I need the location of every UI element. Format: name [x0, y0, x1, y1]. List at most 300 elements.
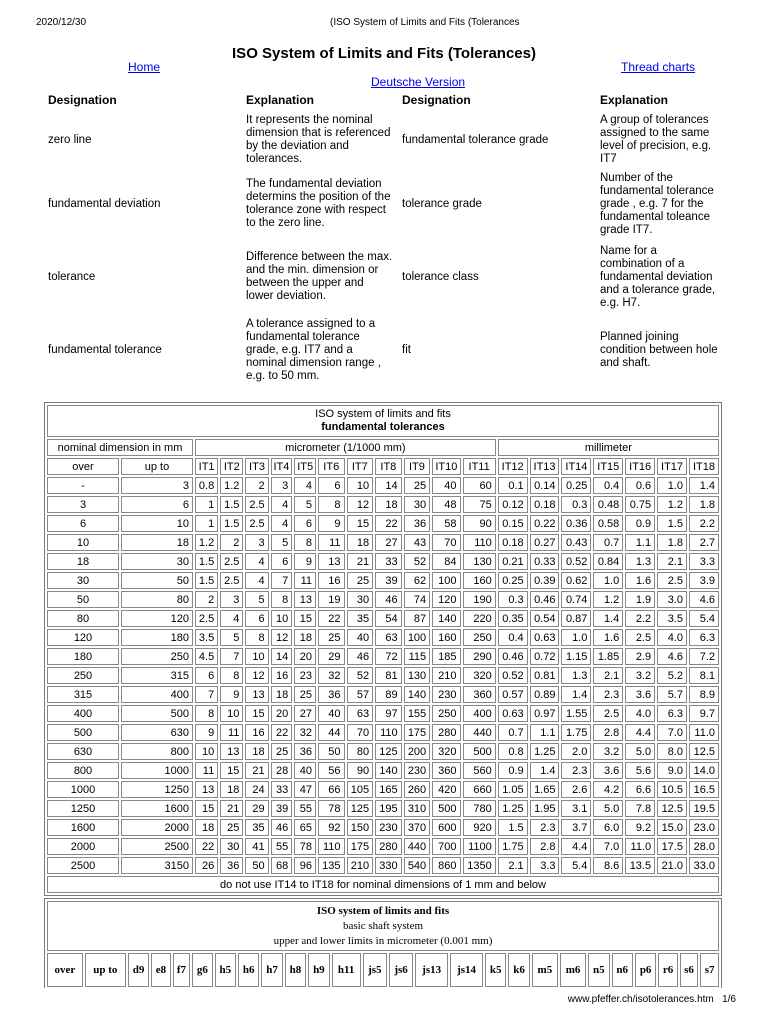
tolerances-cell: 155	[404, 705, 431, 722]
tolerances-cell: 1250	[121, 781, 193, 798]
shaft-column-header: h5	[215, 953, 236, 987]
tolerances-cell: 12	[245, 667, 268, 684]
tolerances-cell: 500	[47, 724, 119, 741]
definitions-cell: fit	[402, 343, 411, 356]
tolerances-cell: 0.57	[498, 686, 528, 703]
tolerances-cell: 60	[463, 477, 496, 494]
tolerances-cell: 14	[375, 477, 402, 494]
tolerances-title-line2: fundamental tolerances	[321, 421, 445, 433]
tolerances-cell: 0.21	[498, 553, 528, 570]
tolerances-cell: 15	[245, 705, 268, 722]
tolerances-cell: 5.4	[689, 610, 719, 627]
tolerances-cell: 0.18	[498, 534, 528, 551]
tolerances-cell: 21	[347, 553, 374, 570]
tolerances-cell: 54	[375, 610, 402, 627]
tolerances-cell: 160	[432, 629, 460, 646]
tolerances-cell: 195	[375, 800, 402, 817]
tolerances-cell: 1100	[463, 838, 496, 855]
tolerances-cell: 920	[463, 819, 496, 836]
tolerances-cell: 120	[432, 591, 460, 608]
tolerances-cell: 2.5	[593, 705, 623, 722]
shaft-column-header: s7	[700, 953, 719, 987]
tolerances-cell: 135	[318, 857, 345, 874]
tolerances-cell: 115	[404, 648, 431, 665]
tolerances-cell: 24	[245, 781, 268, 798]
tolerances-cell: 1.95	[530, 800, 560, 817]
tolerances-cell: 30	[220, 838, 243, 855]
shaft-column-header: p6	[635, 953, 656, 987]
tolerances-cell: 14	[271, 648, 293, 665]
tolerances-cell: 370	[404, 819, 431, 836]
tolerances-cell: 4.2	[593, 781, 623, 798]
tolerances-cell: 14.0	[689, 762, 719, 779]
tolerances-cell: 15.0	[657, 819, 687, 836]
tolerances-cell: 540	[404, 857, 431, 874]
tolerances-cell: 3.2	[625, 667, 655, 684]
tolerances-column-header: IT13	[530, 458, 560, 475]
tolerances-cell: 4.0	[657, 629, 687, 646]
tolerances-cell: 2.5	[245, 496, 268, 513]
tolerances-row	[47, 572, 719, 589]
tolerances-column-header: IT3	[245, 458, 268, 475]
tolerances-cell: 13	[318, 553, 345, 570]
tolerances-cell: 2.3	[530, 819, 560, 836]
tolerances-cell: 3.7	[561, 819, 591, 836]
tolerances-cell: 0.48	[593, 496, 623, 513]
tolerances-cell: 125	[347, 800, 374, 817]
tolerances-column-header: over	[47, 458, 119, 475]
tolerances-cell: 19	[318, 591, 345, 608]
tolerances-column-header: IT18	[689, 458, 719, 475]
tolerances-cell: 1.1	[625, 534, 655, 551]
tolerances-cell: 0.3	[561, 496, 591, 513]
tolerances-column-header: IT4	[271, 458, 293, 475]
tolerances-cell: 0.7	[498, 724, 528, 741]
tolerances-cell: 230	[432, 686, 460, 703]
tolerances-cell: 2.5	[625, 629, 655, 646]
tolerances-cell: 800	[47, 762, 119, 779]
tolerances-cell: 150	[347, 819, 374, 836]
tolerances-cell: 0.43	[561, 534, 591, 551]
tolerances-cell: 2.5	[657, 572, 687, 589]
tolerances-cell: 80	[47, 610, 119, 627]
german-version-link[interactable]: Deutsche Version	[371, 75, 466, 89]
tolerances-cell: 5.0	[593, 800, 623, 817]
tolerances-note: do not use IT14 to IT18 for nominal dimensions of 1 mm and below	[47, 876, 719, 893]
tolerances-cell: 0.33	[530, 553, 560, 570]
tolerances-cell: 0.52	[561, 553, 591, 570]
tolerances-cell: 0.36	[561, 515, 591, 532]
tolerances-cell: 18	[271, 686, 293, 703]
tolerances-cell: 40	[318, 705, 345, 722]
tolerances-cell: 55	[294, 800, 316, 817]
tolerances-cell: 440	[404, 838, 431, 855]
tolerances-cell: 3.5	[195, 629, 218, 646]
tolerances-cell: 1600	[47, 819, 119, 836]
tolerances-cell: 320	[432, 743, 460, 760]
tolerances-column-header: IT8	[375, 458, 402, 475]
tolerances-cell: 1.8	[657, 534, 687, 551]
tolerances-cell: 27	[294, 705, 316, 722]
tolerances-row	[47, 800, 719, 817]
tolerances-cell: 6	[47, 515, 119, 532]
tolerances-cell: 1.5	[657, 515, 687, 532]
definitions-cell: Difference between the max. and the min. dimension or between the upper and lower deviation.	[246, 251, 393, 302]
tolerances-cell: 1.5	[195, 572, 218, 589]
tolerances-cell: 5.4	[561, 857, 591, 874]
definitions-cell: tolerance class	[402, 270, 479, 283]
tolerances-cell: 3.5	[657, 610, 687, 627]
shaft-column-header: m5	[532, 953, 558, 987]
tolerances-cell: 50	[245, 857, 268, 874]
tolerances-cell: 0.63	[498, 705, 528, 722]
tolerances-cell: 9	[318, 515, 345, 532]
definitions-cell: fundamental tolerance grade	[402, 133, 549, 146]
tolerances-cell: 105	[347, 781, 374, 798]
tolerances-cell: 120	[47, 629, 119, 646]
tolerances-cell: 1.2	[220, 477, 243, 494]
tolerances-cell: 400	[47, 705, 119, 722]
tolerances-cell: 0.15	[498, 515, 528, 532]
tolerances-cell: 110	[375, 724, 402, 741]
tolerances-cell: 12.5	[689, 743, 719, 760]
tolerances-cell: 6	[245, 610, 268, 627]
tolerances-cell: 140	[404, 686, 431, 703]
tolerances-cell: 185	[432, 648, 460, 665]
definitions-cell: fundamental tolerance	[48, 343, 162, 356]
tolerances-cell: 32	[318, 667, 345, 684]
tolerances-cell: 55	[271, 838, 293, 855]
tolerances-cell: 3.2	[593, 743, 623, 760]
tolerances-cell: 18	[294, 629, 316, 646]
tolerances-cell: 1.05	[498, 781, 528, 798]
tolerances-cell: 0.4	[593, 477, 623, 494]
definitions-row	[44, 170, 724, 238]
tolerances-row	[47, 534, 719, 551]
tolerances-cell: 0.62	[561, 572, 591, 589]
tolerances-cell: 4	[220, 610, 243, 627]
group-nominal-dimension: nominal dimension in mm	[47, 439, 193, 456]
tolerances-cell: 660	[463, 781, 496, 798]
tolerances-cell: 12.5	[657, 800, 687, 817]
tolerances-cell: 13	[195, 781, 218, 798]
tolerances-cell: 1350	[463, 857, 496, 874]
tolerances-cell: 1.25	[498, 800, 528, 817]
tolerances-cell: 440	[463, 724, 496, 741]
tolerances-cell: 2.6	[561, 781, 591, 798]
footer-url: www.pfeffer.ch/isotolerances.htm	[567, 994, 714, 1005]
tolerances-column-header: IT6	[318, 458, 345, 475]
tolerances-cell: 0.72	[530, 648, 560, 665]
tolerances-cell: 84	[432, 553, 460, 570]
tolerances-cell: 1.5	[498, 819, 528, 836]
tolerances-cell: 74	[404, 591, 431, 608]
tolerances-cell: 110	[463, 534, 496, 551]
tolerances-cell: 2.3	[561, 762, 591, 779]
tolerances-cell: 0.12	[498, 496, 528, 513]
tolerances-cell: 25	[318, 629, 345, 646]
tolerances-cell: 6.3	[689, 629, 719, 646]
tolerances-cell: 26	[195, 857, 218, 874]
tolerances-cell: 0.27	[530, 534, 560, 551]
tolerances-cell: 0.9	[498, 762, 528, 779]
tolerances-cell: 1.65	[530, 781, 560, 798]
tolerances-cell: 48	[432, 496, 460, 513]
tolerances-cell: 0.97	[530, 705, 560, 722]
tolerances-cell: 7	[271, 572, 293, 589]
tolerances-cell: 1.75	[498, 838, 528, 855]
tolerances-cell: 28.0	[689, 838, 719, 855]
tolerances-cell: 0.81	[530, 667, 560, 684]
tolerances-cell: 39	[375, 572, 402, 589]
tolerances-cell: 1.2	[593, 591, 623, 608]
tolerances-cell: 100	[404, 629, 431, 646]
tolerances-cell: 250	[432, 705, 460, 722]
shaft-column-header: k5	[485, 953, 506, 987]
page-title: ISO System of Limits and Fits (Tolerances)	[232, 45, 536, 62]
tolerances-cell: 23.0	[689, 819, 719, 836]
tolerances-cell: 46	[271, 819, 293, 836]
fundamental-tolerances-table	[44, 402, 722, 896]
tolerances-cell: 1.3	[625, 553, 655, 570]
tolerances-cell: 7.8	[625, 800, 655, 817]
tolerances-cell: 420	[432, 781, 460, 798]
tolerances-cell: 1000	[121, 762, 193, 779]
tolerances-cell: 250	[121, 648, 193, 665]
definitions-cell: zero line	[48, 133, 92, 146]
tolerances-cell: 0.58	[593, 515, 623, 532]
tolerances-cell: 75	[463, 496, 496, 513]
tolerances-cell: 22	[318, 610, 345, 627]
tolerances-cell: 18	[347, 534, 374, 551]
tolerances-cell: 0.9	[625, 515, 655, 532]
tolerances-cell: 230	[404, 762, 431, 779]
tolerances-cell: 11.0	[689, 724, 719, 741]
tolerances-cell: 2.5	[195, 610, 218, 627]
tolerances-cell: 7.0	[657, 724, 687, 741]
tolerances-cell: 3	[245, 534, 268, 551]
tolerances-cell: 1.0	[657, 477, 687, 494]
tolerances-cell: 25	[220, 819, 243, 836]
tolerances-cell: 8	[294, 534, 316, 551]
tolerances-cell: 0.1	[498, 477, 528, 494]
group-millimeter: millimeter	[498, 439, 719, 456]
tolerances-cell: 140	[375, 762, 402, 779]
tolerances-cell: 52	[404, 553, 431, 570]
shaft-column-header: over	[47, 953, 83, 987]
tolerances-cell: 8.1	[689, 667, 719, 684]
tolerances-cell: 68	[271, 857, 293, 874]
tolerances-cell: 8	[195, 705, 218, 722]
shaft-column-header: e8	[151, 953, 170, 987]
tolerances-row	[47, 629, 719, 646]
tolerances-cell: 22	[375, 515, 402, 532]
tolerances-cell: 400	[121, 686, 193, 703]
tolerances-cell: 0.54	[530, 610, 560, 627]
tolerances-cell: 10	[47, 534, 119, 551]
tolerances-cell: 1.8	[689, 496, 719, 513]
tolerances-cell: 630	[47, 743, 119, 760]
tolerances-cell: 4	[294, 477, 316, 494]
tolerances-cell: 2.1	[593, 667, 623, 684]
tolerances-title	[47, 405, 719, 437]
tolerances-cell: 11	[318, 534, 345, 551]
tolerances-cell: 70	[432, 534, 460, 551]
tolerances-cell: 2000	[47, 838, 119, 855]
tolerances-cell: 22	[195, 838, 218, 855]
tolerances-cell: 1.0	[561, 629, 591, 646]
tolerances-row	[47, 705, 719, 722]
tolerances-cell: 56	[318, 762, 345, 779]
tolerances-cell: 33	[271, 781, 293, 798]
tolerances-cell: 250	[463, 629, 496, 646]
tolerances-cell: 87	[404, 610, 431, 627]
tolerances-cell: 200	[404, 743, 431, 760]
tolerances-cell: 27	[375, 534, 402, 551]
definitions-header: Explanation	[600, 93, 669, 107]
tolerances-cell: 1.4	[689, 477, 719, 494]
tolerances-cell: 600	[432, 819, 460, 836]
tolerances-cell: 0.18	[530, 496, 560, 513]
tolerances-cell: 43	[404, 534, 431, 551]
tolerances-cell: 2.1	[498, 857, 528, 874]
tolerances-cell: 15	[195, 800, 218, 817]
tolerances-cell: 13	[245, 686, 268, 703]
tolerances-cell: 315	[121, 667, 193, 684]
tolerances-cell: 4	[271, 515, 293, 532]
tolerances-cell: 22	[271, 724, 293, 741]
tolerances-cell: 290	[463, 648, 496, 665]
tolerances-cell: 780	[463, 800, 496, 817]
tolerances-cell: 0.89	[530, 686, 560, 703]
tolerances-cell: 72	[375, 648, 402, 665]
tolerances-cell: 3.3	[689, 553, 719, 570]
tolerances-cell: 4.4	[625, 724, 655, 741]
shaft-title-line3: upper and lower limits in micrometer (0.001 mm)	[273, 934, 493, 947]
tolerances-cell: 35	[245, 819, 268, 836]
tolerances-cell: 2.8	[530, 838, 560, 855]
tolerances-cell: 4	[245, 572, 268, 589]
tolerances-cell: 0.75	[625, 496, 655, 513]
definitions-cell: fundamental deviation	[48, 197, 161, 210]
tolerances-cell: 360	[432, 762, 460, 779]
tolerances-cell: 4	[245, 553, 268, 570]
tolerances-cell: 0.4	[498, 629, 528, 646]
shaft-column-header: n5	[588, 953, 609, 987]
tolerances-cell: 0.84	[593, 553, 623, 570]
tolerances-cell: 1	[195, 515, 218, 532]
tolerances-row	[47, 553, 719, 570]
tolerances-cell: 180	[47, 648, 119, 665]
home-link[interactable]: Home	[128, 60, 161, 74]
shaft-column-header: g6	[192, 953, 212, 987]
tolerances-cell: 5.2	[657, 667, 687, 684]
tolerances-cell: 5.0	[625, 743, 655, 760]
tolerances-cell: 1.5	[220, 496, 243, 513]
tolerances-cell: 3.6	[625, 686, 655, 703]
tolerances-cell: 1.4	[530, 762, 560, 779]
tolerances-cell: 12	[347, 496, 374, 513]
tolerances-cell: 7.2	[689, 648, 719, 665]
tolerances-cell: 9	[294, 553, 316, 570]
tolerances-cell: 9.2	[625, 819, 655, 836]
shaft-column-header: d9	[128, 953, 149, 987]
tolerances-cell: 78	[294, 838, 316, 855]
tolerances-cell: 860	[432, 857, 460, 874]
thread-charts-link[interactable]: Thread charts	[621, 60, 696, 74]
tolerances-cell: 0.87	[561, 610, 591, 627]
tolerances-cell: 7.0	[593, 838, 623, 855]
tolerances-cell: 120	[121, 610, 193, 627]
definitions-row	[44, 316, 724, 384]
tolerances-cell: 1.2	[195, 534, 218, 551]
tolerances-cell: 180	[121, 629, 193, 646]
tolerances-cell: 11.0	[625, 838, 655, 855]
tolerances-cell: 11	[195, 762, 218, 779]
tolerances-cell: 110	[318, 838, 345, 855]
tolerances-cell: 3150	[121, 857, 193, 874]
tolerances-cell: 100	[432, 572, 460, 589]
tolerances-cell: 15	[294, 610, 316, 627]
tolerances-cell: 58	[432, 515, 460, 532]
tolerances-cell: 30	[121, 553, 193, 570]
tolerances-cell: 2.1	[657, 553, 687, 570]
tolerances-cell: 5.6	[625, 762, 655, 779]
definitions-row	[44, 238, 724, 316]
definitions-cell: A tolerance assigned to a fundamental tolerance grade, e.g. IT7 and a nominal dimension range , e.g. to 50 mm.	[246, 317, 381, 382]
tolerances-cell: 2.3	[593, 686, 623, 703]
tolerances-cell: 2.5	[220, 553, 243, 570]
tolerances-cell: 1250	[47, 800, 119, 817]
tolerances-row	[47, 762, 719, 779]
shaft-column-header: up to	[85, 953, 126, 987]
tolerances-cell: 0.25	[561, 477, 591, 494]
tolerances-cell: 33.0	[689, 857, 719, 874]
tolerances-cell: 5	[245, 591, 268, 608]
tolerances-cell: 62	[404, 572, 431, 589]
tolerances-cell: 80	[121, 591, 193, 608]
tolerances-row	[47, 591, 719, 608]
tolerances-cell: 3	[47, 496, 119, 513]
tolerances-column-header: IT15	[593, 458, 623, 475]
tolerances-cell: 80	[347, 743, 374, 760]
tolerances-cell: 63	[375, 629, 402, 646]
tolerances-cell: 220	[463, 610, 496, 627]
tolerances-cell: 8.9	[689, 686, 719, 703]
tolerances-cell: 2.9	[625, 648, 655, 665]
tolerances-cell: 19.5	[689, 800, 719, 817]
tolerances-cell: 1.85	[593, 648, 623, 665]
tolerances-cell: 1.4	[593, 610, 623, 627]
tolerances-cell: 8	[220, 667, 243, 684]
tolerances-cell: 4.6	[689, 591, 719, 608]
tolerances-cell: 1.55	[561, 705, 591, 722]
tolerances-cell: 700	[432, 838, 460, 855]
shaft-title-line2: basic shaft system	[342, 919, 424, 932]
tolerances-cell: 18	[375, 496, 402, 513]
tolerances-row	[47, 686, 719, 703]
tolerances-cell: 1.6	[593, 629, 623, 646]
tolerances-cell: 46	[347, 648, 374, 665]
tolerances-cell: 47	[294, 781, 316, 798]
tolerances-cell: 210	[432, 667, 460, 684]
tolerances-cell: 65	[294, 819, 316, 836]
tolerances-cell: 6	[195, 667, 218, 684]
tolerances-cell: 2.0	[561, 743, 591, 760]
tolerances-cell: 1.25	[530, 743, 560, 760]
tolerances-cell: 1.5	[220, 515, 243, 532]
tolerances-cell: 6	[121, 496, 193, 513]
